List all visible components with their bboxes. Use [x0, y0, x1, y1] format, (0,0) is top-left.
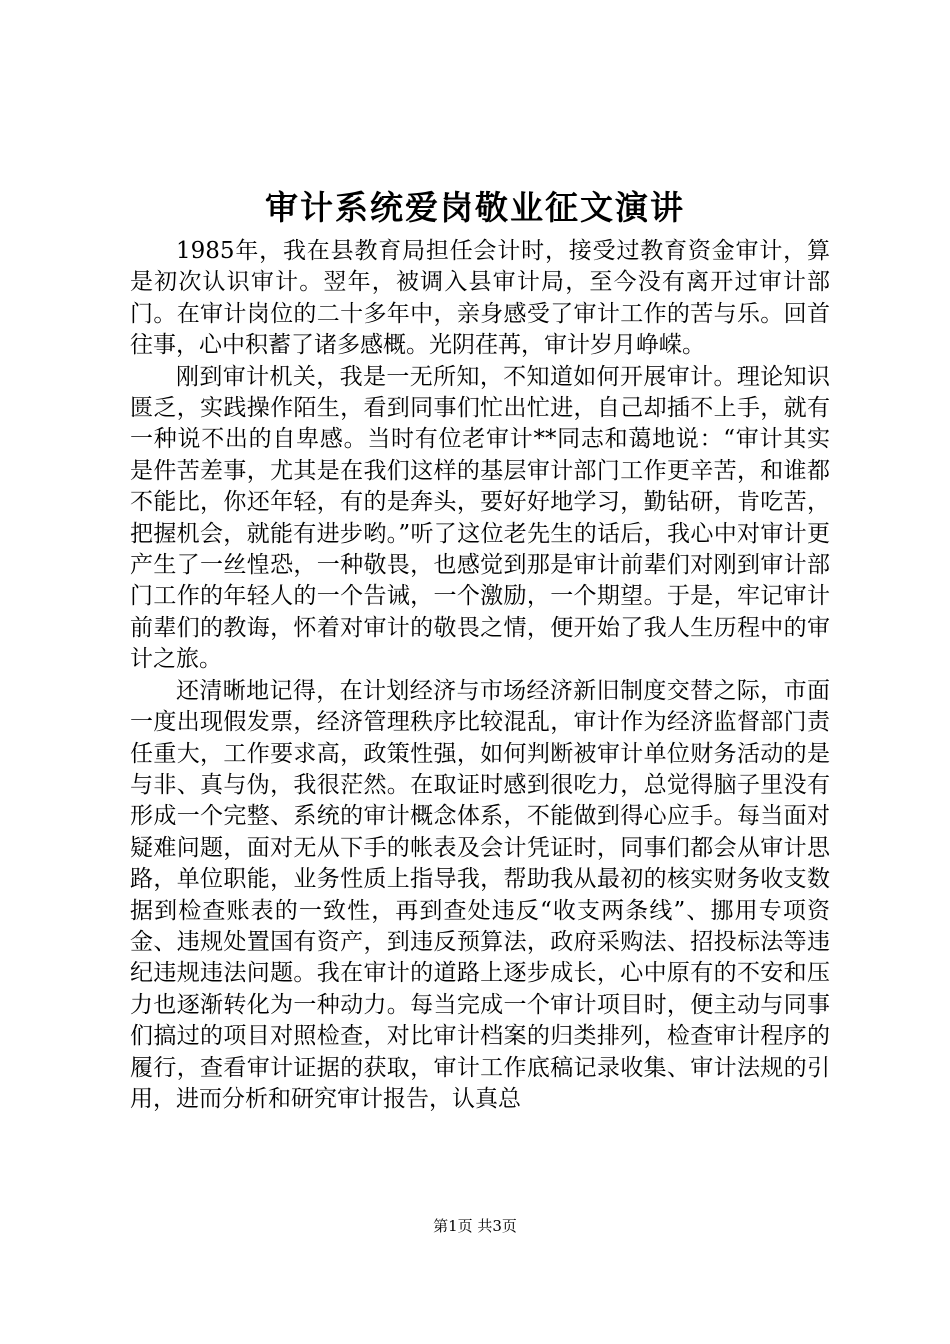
- paragraph: 刚到审计机关，我是一无所知，不知道如何开展审计。理论知识匮乏，实践操作陌生，看到同事们忙出忙进，自己却插不上手，就有一种说不出的自卑感。当时有位老审计**同志和蔼地说：“审计其实是件苦差事，尤其是在我们这样的基层审计部门工作更辛苦，和谁都不能比，你还年轻，有的是奔头，要好好地学习，勤钻研，肯吃苦，把握机会，就能有进步哟。”听了这位老先生的话后，我心中对审计更产生了一丝惶恐，一种敬畏，也感觉到那是审计前辈们对刚到审计部门工作的年轻人的一个告诫，一个激励，一个期望。于是，牢记审计前辈们的教诲，怀着对审计的敬畏之情，便开始了我人生历程中的审计之旅。: [130, 363, 830, 673]
- paragraph: 还清晰地记得，在计划经济与市场经济新旧制度交替之际，市面一度出现假发票，经济管理秩序比较混乱，审计作为经济监督部门责任重大，工作要求高，政策性强，如何判断被审计单位财务活动的是与非、真与伪，我很茫然。在取证时感到很吃力，总觉得脑子里没有形成一个完整、系统的审计概念体系，不能做到得心应手。每当面对疑难问题，面对无从下手的帐表及会计凭证时，同事们都会从审计思路，单位职能，业务性质上指导我，帮助我从最初的核实财务收支数据到检查账表的一致性，再到查处违反“收支两条线”、挪用专项资金、违规处置国有资产，到违反预算法，政府采购法、招投标法等违纪违规违法问题。我在审计的道路上逐步成长，心中原有的不安和压力也逐渐转化为一种动力。每当完成一个审计项目时，便主动与同事们搞过的项目对照检查，对比审计档案的归类排列，检查审计程序的履行，查看审计证据的获取，审计工作底稿记录收集、审计法规的引用，进而分析和研究审计报告，认真总: [130, 677, 830, 1112]
- document-body: [130, 236, 830, 1115]
- paragraph: 1985年，我在县教育局担任会计时，接受过教育资金审计，算是初次认识审计。翌年，被调入县审计局，至今没有离开过审计部门。在审计岗位的二十多年中，亲身感受了审计工作的苦与乐。回首往事，心中积蓄了诸多感概。光阴荏苒，审计岁月峥嵘。: [130, 238, 830, 359]
- document-title: 审计系统爱岗敬业征文演讲: [265, 188, 685, 227]
- page-footer: 第1页 共3页: [433, 1217, 517, 1235]
